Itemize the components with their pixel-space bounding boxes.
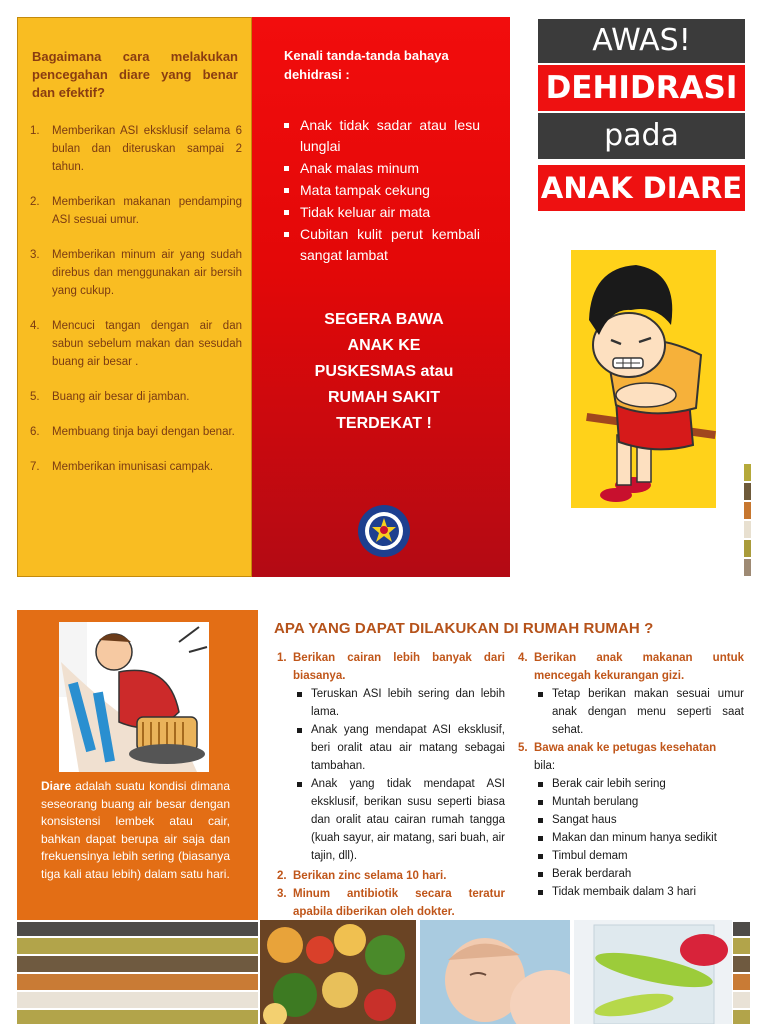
list-item: 4. Mencuci tangan dengan air dan sabun sebelum makan dan sesudah buang air besar . — [30, 320, 242, 368]
decor-swatch — [744, 540, 751, 557]
cover-line-awas: AWAS! — [538, 19, 745, 63]
baby-breastfeeding-photo — [420, 920, 570, 1024]
list-item: Berak berdarah — [552, 865, 744, 883]
list-item: Teruskan ASI lebih sering dan lebih lama. — [311, 685, 505, 721]
food-photo — [260, 920, 416, 1024]
list-item: Anak malas minum — [282, 158, 480, 179]
list-item: 1. Memberikan ASI eksklusif selama 6 bulan dan diteruskan sampai 2 tahun. — [30, 125, 242, 173]
list-item: 3. Memberikan minum air yang sudah direbus dan menggunakan air bersih yang cukup. — [30, 249, 242, 297]
home-care-right-column — [518, 649, 744, 901]
decor-stripe — [17, 992, 258, 1008]
list-item: 5. Buang air besar di jamban. — [30, 391, 190, 403]
home-step-1-list — [277, 685, 505, 865]
home-step-5-list — [518, 775, 744, 901]
list-item: Berak cair lebih sering — [552, 775, 744, 793]
danger-signs-panel — [252, 17, 510, 577]
danger-signs-list — [282, 115, 480, 267]
list-item: Timbul demam — [552, 847, 744, 865]
list-item: Tidak membaik dalam 3 hari — [552, 883, 744, 901]
cover-line-dehidrasi: DEHIDRASI — [538, 65, 745, 111]
decor-swatch — [744, 483, 751, 500]
list-item: Muntah berulang — [552, 793, 744, 811]
institution-logo — [356, 503, 412, 559]
home-step-5: 5. Bawa anak ke petugas kesehatan — [518, 742, 717, 754]
list-item: 7. Memberikan imunisasi campak. — [30, 461, 214, 473]
home-step-2: 2. Berikan zinc selama 10 hari. — [277, 870, 447, 882]
fruit-drink-photo — [574, 920, 732, 1024]
home-step-5-condition: bila: — [534, 760, 556, 772]
cover-line-pada: pada — [538, 113, 745, 159]
decor-stripe — [17, 1010, 258, 1024]
definition-panel — [17, 610, 258, 920]
decor-swatch — [744, 502, 751, 519]
prevention-list — [30, 122, 242, 493]
list-item: Anak yang mendapat ASI eksklusif, beri oralit atau air matang sebagai tambahan. — [311, 721, 505, 775]
decor-stripe — [17, 938, 258, 954]
list-item: Anak tidak sadar atau lesu lunglai — [282, 115, 480, 157]
decor-stripe — [17, 974, 258, 990]
home-step-4-list — [518, 685, 744, 739]
list-item: Tetap berikan makan sesuai umur anak dengan menu seperti saat sehat. — [552, 685, 744, 739]
home-step-1: 1. Berikan cairan lebih banyak dari biasanya. — [277, 652, 505, 682]
decor-swatch — [733, 974, 750, 990]
toilet-illustration — [59, 622, 209, 772]
list-item: Makan dan minum hanya sedikit — [552, 829, 744, 847]
decor-swatch — [733, 992, 750, 1008]
home-care-left-column — [277, 649, 505, 921]
sick-boy-illustration — [571, 250, 716, 508]
diare-definition: Diare adalah suatu kondisi dimana seseorang buang air besar dengan konsistensi lembek atau cair, bahkan dapat berupa air saja dan frekuensinya lebih sering (biasanya tiga kali atau lebih) dalam satu hari. — [41, 779, 230, 881]
urgent-message: SEGERA BAWA ANAK KE PUSKESMAS atau RUMAH SAKIT TERDEKAT ! — [314, 311, 454, 432]
prevention-title: Bagaimana cara melakukan pencegahan diare yang benar dan efektif? — [32, 49, 238, 100]
list-item: Mata tampak cekung — [282, 180, 480, 201]
list-item: Cubitan kulit perut kembali sangat lambat — [282, 224, 480, 266]
decor-swatch — [744, 521, 751, 538]
list-item: Sangat haus — [552, 811, 744, 829]
home-step-3: 3. Minum antibiotik secara teratur apabila diberikan oleh dokter. — [277, 888, 505, 918]
decor-swatch — [733, 922, 750, 936]
list-item: 2. Memberikan makanan pendamping ASI sesuai umur. — [30, 196, 242, 226]
decor-swatch — [744, 559, 751, 576]
cover-line-anak-diare: ANAK DIARE — [538, 165, 745, 211]
prevention-panel — [17, 17, 252, 577]
home-step-4: 4. Berikan anak makanan untuk mencegah kekurangan gizi. — [518, 652, 744, 682]
list-item: Tidak keluar air mata — [282, 202, 480, 223]
decor-stripe — [17, 922, 258, 936]
list-item: Anak yang tidak mendapat ASI eksklusif, berikan susu seperti biasa dan oralit atau cairan rumah tangga (kuah sayur, air matang, sari buah, air tajin, dll). — [311, 775, 505, 865]
home-care-title: APA YANG DAPAT DILAKUKAN DI RUMAH RUMAH ? — [274, 620, 654, 637]
decor-swatch — [733, 938, 750, 954]
list-item: 6. Membuang tinja bayi dengan benar. — [30, 426, 235, 438]
decor-swatch — [733, 1010, 750, 1024]
decor-swatch — [733, 956, 750, 972]
decor-swatch — [744, 464, 751, 481]
decor-stripe — [17, 956, 258, 972]
danger-signs-intro: Kenali tanda-tanda bahaya dehidrasi : — [284, 48, 449, 82]
